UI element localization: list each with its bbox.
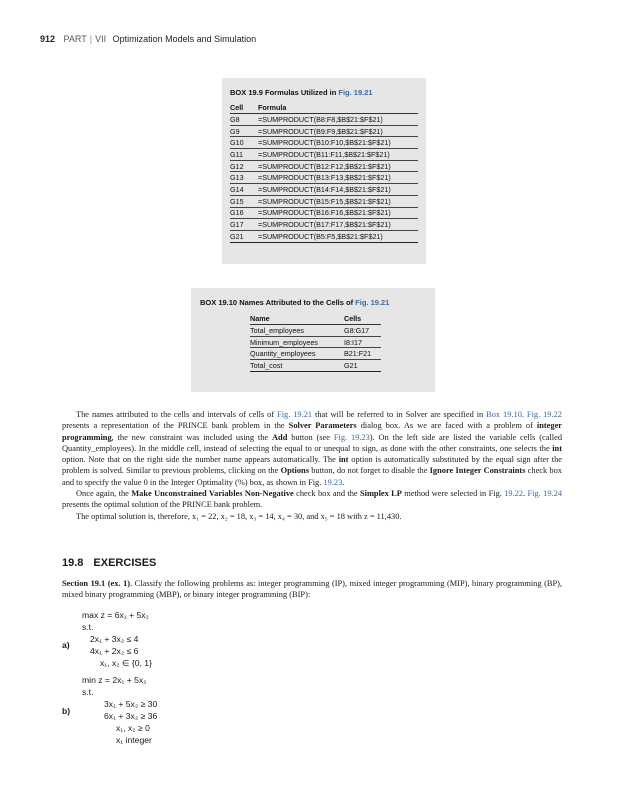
box-link[interactable]: Box 19.10 bbox=[486, 410, 522, 419]
column-header-formula: Formula bbox=[258, 103, 418, 114]
paragraph-3: The optimal solution is, therefore, x₁ = 22, x₂ = 18, x₃ = 14, x₄ = 30, and x₅ = 18 with z = 11,430. bbox=[76, 511, 402, 521]
figure-link[interactable]: Fig. 19.21 bbox=[338, 88, 373, 97]
figure-link[interactable]: 19.23 bbox=[323, 477, 343, 487]
problem-a-st: s.t. bbox=[82, 622, 94, 632]
box-19-9-title: BOX 19.9 Formulas Utilized in Fig. 19.21 bbox=[230, 88, 373, 97]
table-row: G15 =SUMPRODUCT(B15:F15,$B$21:$F$21) bbox=[230, 195, 418, 207]
figure-link[interactable]: Fig. 19.23 bbox=[333, 432, 370, 442]
box-19-10 bbox=[191, 288, 435, 392]
paragraph-2: Once again, the Make Unconstrained Variables Non-Negative check box and the Simplex LP method were selected in Fig. 19.22. Fig. 19.24 presents the optimal solution of the PRINCE bank problem. bbox=[62, 489, 563, 510]
table-row: G9 =SUMPRODUCT(B9:F9,$B$21:$F$21) bbox=[230, 125, 418, 137]
problem-b-st: s.t. bbox=[82, 687, 94, 697]
column-header-cell: Cell bbox=[230, 103, 258, 114]
column-header-name: Name bbox=[250, 314, 344, 325]
table-row: Total_employees G8:G17 bbox=[250, 325, 381, 337]
figure-link[interactable]: Fig. 19.22 bbox=[526, 410, 562, 419]
problem-b-constraint-4: x₁ integer bbox=[116, 735, 152, 745]
box-19-10-title: BOX 19.10 Names Attributed to the Cells of Fig. 19.21 bbox=[200, 298, 390, 307]
section-number: 19.8 bbox=[62, 557, 84, 569]
table-row: G21 =SUMPRODUCT(B5:F5,$B$21:$F$21) bbox=[230, 230, 418, 242]
body-text bbox=[62, 409, 562, 522]
table-row: G12 =SUMPRODUCT(B12:F12,$B$21:$F$21) bbox=[230, 160, 418, 172]
part-label: PART bbox=[63, 34, 87, 44]
part-roman: VII bbox=[95, 34, 107, 44]
paragraph-1: The names attributed to the cells and intervals of cells of Fig. 19.21 that will be referred to in Solver are specified in Box 19.10. Fig. 19.22 presents a representation of the PRINCE bank problem in the Solver Parameters dialog box. As we are faced with a problem of integer programming, the new constraint was included using the Add button (see Fig. 19.23). On the left side are listed the variable cells (called Quantity_employees). In the middle cell, instead of selecting the equal to or unequal to sign, as done with the other constraints, one selects the int option. Note that on the right side the number name appears automatically. The int option is automatically substituted by the equal sign after the problem is solved. Similar to previous problems, clicking on the Options button, do not forget to disable the Ignore Integer Constraints check box and to specify the value 0 in the Integer Optimality (%) box, as shown in Fig. 19.23. bbox=[62, 410, 563, 487]
table-row: Minimum_employees I8:I17 bbox=[250, 336, 381, 348]
table-row: Total_cost G21 bbox=[250, 360, 381, 372]
problem-b-constraint-1: 3x₁ + 5x₂ ≥ 30 bbox=[104, 699, 158, 709]
figure-link[interactable]: Fig. 19.21 bbox=[355, 298, 390, 307]
problem-a-objective: max z = 6x₁ + 5x₂ bbox=[82, 610, 149, 620]
table-row: G14 =SUMPRODUCT(B14:F14,$B$21:$F$21) bbox=[230, 184, 418, 196]
problem-a-label: a) bbox=[62, 640, 70, 650]
problem-b-objective: min z = 2x₁ + 5x₂ bbox=[82, 675, 147, 685]
table-row: Quantity_employees B21:F21 bbox=[250, 348, 381, 360]
section-title: EXERCISES bbox=[93, 557, 157, 569]
problem-a-constraint-3: x₁, x₂ ∈ {0, 1} bbox=[100, 658, 152, 668]
table-row: G13 =SUMPRODUCT(B13:F13,$B$21:$F$21) bbox=[230, 172, 418, 184]
table-row: G8 =SUMPRODUCT(B8:F8,$B$21:$F$21) bbox=[230, 114, 418, 126]
section-heading bbox=[62, 557, 166, 569]
table-row: G11 =SUMPRODUCT(B11:F11,$B$21:$F$21) bbox=[230, 149, 418, 161]
column-header-cells: Cells bbox=[344, 314, 381, 325]
problem-b-constraint-3: x₁, x₂ ≥ 0 bbox=[116, 723, 150, 733]
exercise-reference: Section 19.1 (ex. 1) bbox=[62, 579, 131, 588]
table-row: G17 =SUMPRODUCT(B17:F17,$B$21:$F$21) bbox=[230, 219, 418, 231]
running-header: 912 PART | VII Optimization Models and Simulation bbox=[40, 34, 257, 44]
problem-a-constraint-2: 4x₁ + 2x₂ ≤ 6 bbox=[90, 646, 139, 656]
formula-table bbox=[230, 103, 418, 243]
problem-b-constraint-2: 6x₁ + 3x₂ ≥ 36 bbox=[104, 711, 158, 721]
table-row: G16 =SUMPRODUCT(B16:F16,$B$21:$F$21) bbox=[230, 207, 418, 219]
box-19-9 bbox=[222, 78, 426, 264]
problem-b-label: b) bbox=[62, 706, 71, 716]
names-table bbox=[250, 314, 381, 372]
figure-link[interactable]: Fig. 19.24 bbox=[527, 489, 563, 499]
table-row: G10 =SUMPRODUCT(B10:F10,$B$21:$F$21) bbox=[230, 137, 418, 149]
exercise-intro: Section 19.1 (ex. 1). Classify the following problems as: integer programming (IP), mixed integer programming (MIP), binary programming (BP), mixed binary programming (MBP), or binary integer programming (BIP): bbox=[62, 579, 562, 600]
figure-link[interactable]: Fig. 19.21 bbox=[277, 410, 313, 419]
chapter-title: Optimization Models and Simulation bbox=[112, 34, 257, 44]
figure-link[interactable]: 19.22 bbox=[504, 489, 524, 499]
page-number: 912 bbox=[40, 34, 56, 44]
problem-a-constraint-1: 2x₁ + 3x₂ ≤ 4 bbox=[90, 634, 139, 644]
